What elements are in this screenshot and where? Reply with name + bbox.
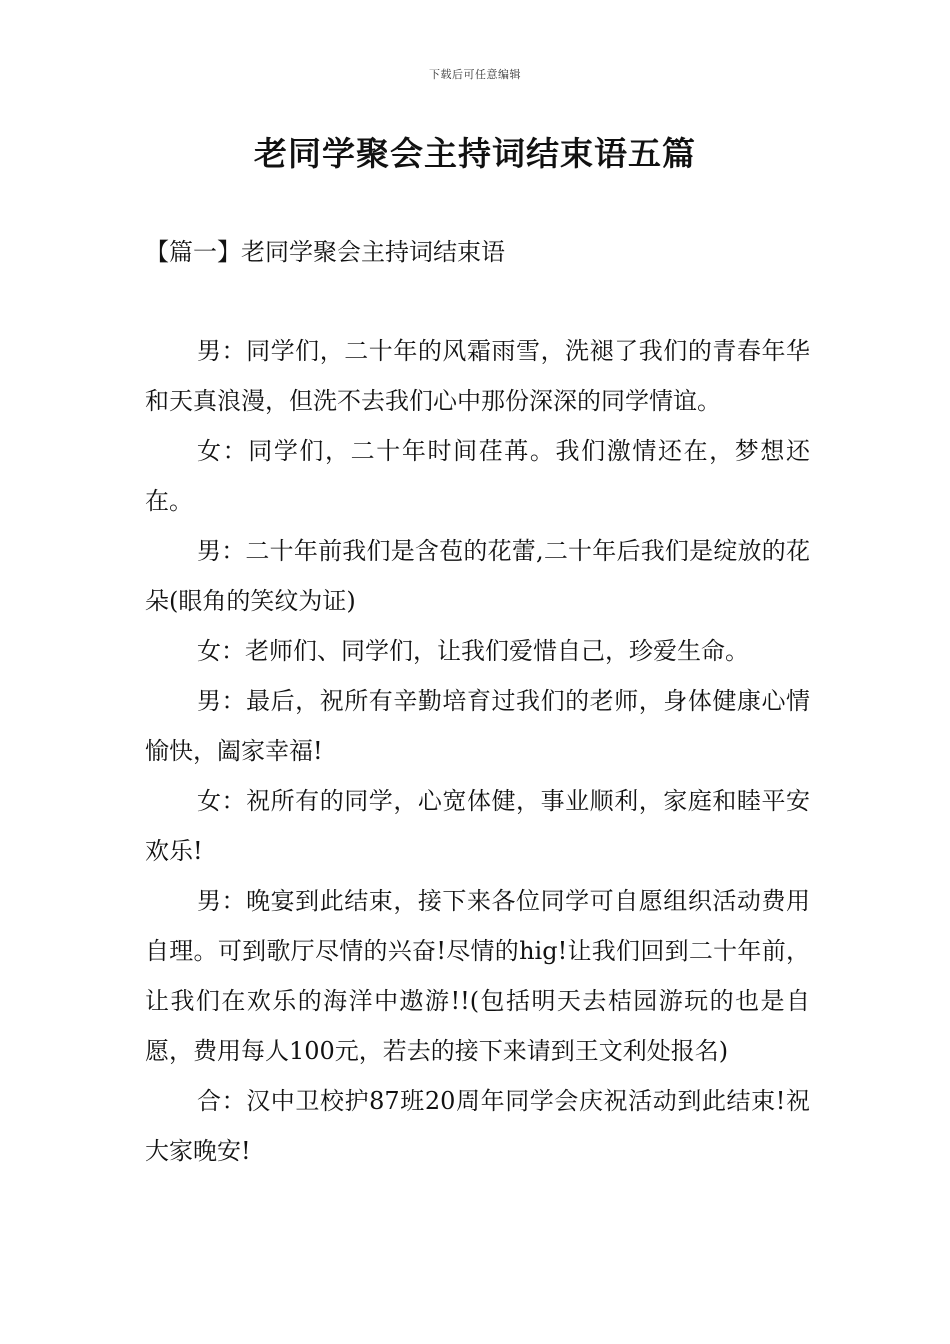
paragraph: 女：老师们、同学们，让我们爱惜自己，珍爱生命。 [197,637,749,665]
paragraph: 男：晚宴到此结束，接下来各位同学可自愿组织活动费用自理。可到歌厅尽情的兴奋!尽情的hig!让我们回到二十年前，让我们在欢乐的海洋中遨游!!(包括明天去桔园游玩的也是自愿，费用每人100元，若去的接下来请到王文利处报名) [145,887,810,1065]
body-text [145,326,810,1176]
paragraph: 男：最后，祝所有辛勤培育过我们的老师，身体健康心情愉快，阖家幸福! [145,687,810,765]
paragraph: 男：同学们，二十年的风霜雨雪，洗褪了我们的青春年华和天真浪漫，但洗不去我们心中那份深深的同学情谊。 [145,337,810,415]
section-title: 【篇一】老同学聚会主持词结束语 [145,238,505,266]
header-note: 下载后可任意编辑 [429,68,521,81]
paragraph: 女：同学们，二十年时间荏苒。我们激情还在，梦想还在。 [145,437,810,515]
paragraph: 女：祝所有的同学，心宽体健，事业顺利，家庭和睦平安欢乐! [145,787,810,865]
paragraph: 合：汉中卫校护87班20周年同学会庆祝活动到此结束!祝大家晚安! [145,1087,810,1165]
document-title: 老同学聚会主持词结束语五篇 [254,134,696,173]
paragraph: 男：二十年前我们是含苞的花蕾,二十年后我们是绽放的花朵(眼角的笑纹为证) [145,537,810,615]
